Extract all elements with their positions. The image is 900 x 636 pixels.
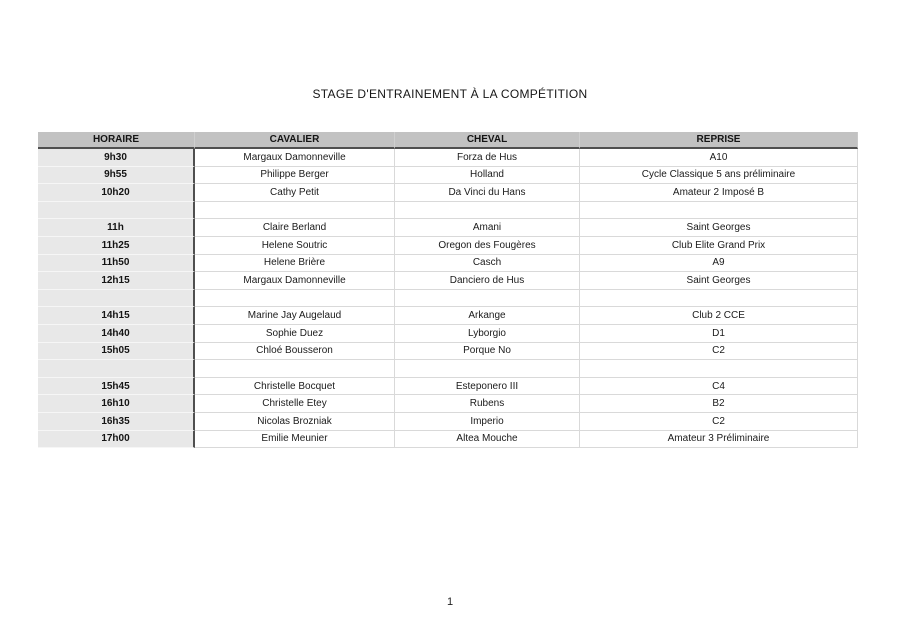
- cell-cavalier: [195, 360, 395, 378]
- cell-cheval: Forza de Hus: [395, 149, 580, 167]
- cell-cavalier: Marine Jay Augelaud: [195, 307, 395, 325]
- table-row: [38, 272, 858, 290]
- cell-cheval: Oregon des Fougères: [395, 237, 580, 255]
- cell-horaire: 15h05: [38, 343, 195, 361]
- cell-horaire: 12h15: [38, 272, 195, 290]
- table-row: [38, 343, 858, 361]
- cell-horaire: 14h40: [38, 325, 195, 343]
- table-row: [38, 378, 858, 396]
- cell-cheval: Danciero de Hus: [395, 272, 580, 290]
- table-row: [38, 149, 858, 167]
- cell-cheval: Rubens: [395, 395, 580, 413]
- cell-reprise: Saint Georges: [580, 272, 858, 290]
- cell-cavalier: Chloé Bousseron: [195, 343, 395, 361]
- cell-reprise: Amateur 2 Imposé B: [580, 184, 858, 202]
- cell-reprise: C4: [580, 378, 858, 396]
- cell-reprise: C2: [580, 343, 858, 361]
- cell-cheval: Altea Mouche: [395, 431, 580, 449]
- cell-cheval: Holland: [395, 167, 580, 185]
- cell-cavalier: Cathy Petit: [195, 184, 395, 202]
- table-row-empty: [38, 202, 858, 220]
- cell-horaire: 9h30: [38, 149, 195, 167]
- cell-reprise: D1: [580, 325, 858, 343]
- cell-horaire: [38, 202, 195, 220]
- cell-cavalier: [195, 290, 395, 308]
- cell-cavalier: Nicolas Brozniak: [195, 413, 395, 431]
- cell-cavalier: Margaux Damonneville: [195, 149, 395, 167]
- cell-horaire: 14h15: [38, 307, 195, 325]
- cell-horaire: [38, 360, 195, 378]
- table-row-empty: [38, 290, 858, 308]
- cell-cheval: [395, 360, 580, 378]
- cell-reprise: Cycle Classique 5 ans préliminaire: [580, 167, 858, 185]
- page-number: 1: [446, 596, 454, 608]
- cell-cheval: Porque No: [395, 343, 580, 361]
- cell-horaire: 11h50: [38, 255, 195, 273]
- cell-cavalier: [195, 202, 395, 220]
- cell-horaire: 9h55: [38, 167, 195, 185]
- cell-reprise: [580, 290, 858, 308]
- cell-reprise: Club Elite Grand Prix: [580, 237, 858, 255]
- cell-cavalier: Claire Berland: [195, 219, 395, 237]
- cell-horaire: 11h25: [38, 237, 195, 255]
- cell-cheval: Da Vinci du Hans: [395, 184, 580, 202]
- column-header-horaire: HORAIRE: [38, 132, 195, 149]
- cell-cavalier: Christelle Etey: [195, 395, 395, 413]
- cell-reprise: [580, 202, 858, 220]
- cell-reprise: A9: [580, 255, 858, 273]
- table-row: [38, 395, 858, 413]
- cell-cavalier: Margaux Damonneville: [195, 272, 395, 290]
- cell-cavalier: Sophie Duez: [195, 325, 395, 343]
- table-row: [38, 184, 858, 202]
- table-row: [38, 431, 858, 449]
- cell-cheval: [395, 290, 580, 308]
- cell-cavalier: Philippe Berger: [195, 167, 395, 185]
- cell-horaire: 15h45: [38, 378, 195, 396]
- cell-cavalier: Emilie Meunier: [195, 431, 395, 449]
- cell-reprise: A10: [580, 149, 858, 167]
- cell-reprise: Amateur 3 Préliminaire: [580, 431, 858, 449]
- cell-horaire: 17h00: [38, 431, 195, 449]
- table-row: [38, 325, 858, 343]
- cell-reprise: [580, 360, 858, 378]
- column-header-cavalier: CAVALIER: [195, 132, 395, 149]
- table-row: [38, 255, 858, 273]
- cell-cheval: Imperio: [395, 413, 580, 431]
- cell-cavalier: Helene Soutric: [195, 237, 395, 255]
- column-header-cheval: CHEVAL: [395, 132, 580, 149]
- table-row: [38, 307, 858, 325]
- cell-cavalier: Helene Brière: [195, 255, 395, 273]
- schedule-table: [38, 132, 858, 448]
- table-row: [38, 237, 858, 255]
- table-header-row: [38, 132, 858, 149]
- cell-horaire: 16h35: [38, 413, 195, 431]
- cell-cheval: [395, 202, 580, 220]
- cell-cheval: Arkange: [395, 307, 580, 325]
- cell-cheval: Esteponero III: [395, 378, 580, 396]
- cell-reprise: C2: [580, 413, 858, 431]
- table-row-empty: [38, 360, 858, 378]
- column-header-reprise: REPRISE: [580, 132, 858, 149]
- cell-horaire: 11h: [38, 219, 195, 237]
- cell-reprise: Club 2 CCE: [580, 307, 858, 325]
- cell-cheval: Lyborgio: [395, 325, 580, 343]
- table-row: [38, 413, 858, 431]
- cell-horaire: 16h10: [38, 395, 195, 413]
- cell-horaire: 10h20: [38, 184, 195, 202]
- cell-cheval: Casch: [395, 255, 580, 273]
- cell-reprise: B2: [580, 395, 858, 413]
- cell-horaire: [38, 290, 195, 308]
- table-row: [38, 219, 858, 237]
- page-title: STAGE D'ENTRAINEMENT À LA COMPÉTITION: [312, 87, 588, 101]
- cell-reprise: Saint Georges: [580, 219, 858, 237]
- cell-cavalier: Christelle Bocquet: [195, 378, 395, 396]
- table-row: [38, 167, 858, 185]
- cell-cheval: Amani: [395, 219, 580, 237]
